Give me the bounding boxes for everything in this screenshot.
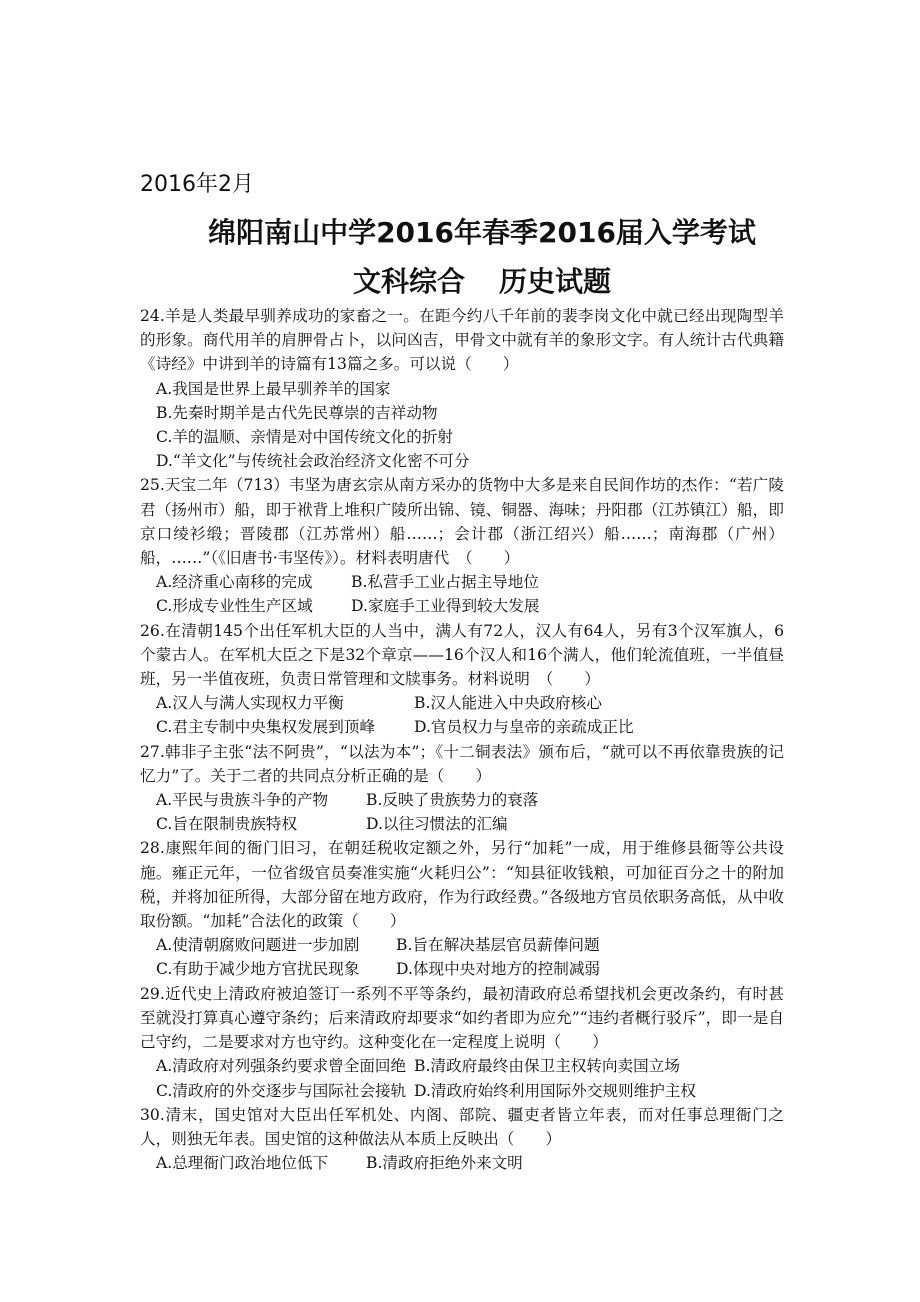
question-25 xyxy=(140,473,784,618)
option-row xyxy=(140,570,784,594)
option-row xyxy=(140,788,784,812)
question-24 xyxy=(140,304,784,473)
option-a: A.我国是世界上最早驯养羊的国家 xyxy=(156,379,391,398)
question-stem: 26.在清朝145个出任军机大臣的人当中，满人有72人，汉人有64人，另有3个汉军旗人，6个蒙古人。在军机大臣之下是32个章京——16个汉人和16个满人，他们轮流值班，一半值昼班，另一半值夜班，负责日常管理和文牍事务。材料说明 （ ） xyxy=(140,621,784,689)
option-b: B.汉人能进入中央政府核心 xyxy=(414,694,602,713)
option-row xyxy=(140,1054,784,1078)
option-c: C.有助于减少地方官扰民现象 xyxy=(156,960,360,979)
subject-name: 文科综合 xyxy=(352,265,465,298)
option-a: A.清政府对列强条约要求曾全面回绝 xyxy=(156,1057,407,1076)
option-row xyxy=(140,812,784,836)
option-row xyxy=(140,1151,784,1175)
option-a: A.汉人与满人实现权力平衡 xyxy=(156,694,344,713)
question-stem: 27.韩非子主张“法不阿贵”，“以法为本”；《十二铜表法》颁布后，“就可以不再依靠贵族的记忆力”了。关于二者的共同点分析正确的是（ ） xyxy=(140,742,784,785)
option-a: A.使清朝腐败问题进一步加剧 xyxy=(156,936,360,955)
option-b: B.清政府最终由保卫主权转向卖国立场 xyxy=(414,1057,680,1076)
option-a: A.平民与贵族斗争的产物 xyxy=(156,791,329,810)
question-stem: 29.近代史上清政府被迫签订一系列不平等条约，最初清政府总希望找机会更改条约，有时甚至就没打算真心遵守条约；后来清政府却要求“如约者即为应允”“违约者概行驳斥”，即一是自己守约，二是要求对方也守约。这种变化在一定程度上说明（ ） xyxy=(140,984,784,1052)
option-d: D.家庭手工业得到较大发展 xyxy=(351,597,540,616)
option-c: C.清政府的外交逐步与国际社会接轨 xyxy=(156,1081,407,1100)
option-row xyxy=(140,957,784,981)
option-c: C.君主专制中央集权发展到顶峰 xyxy=(156,718,376,737)
option-d: D.以往习惯法的汇编 xyxy=(366,815,508,834)
option-b: B.旨在解决基层官员薪俸问题 xyxy=(396,936,600,955)
question-stem: 24.羊是人类最早驯养成功的家畜之一。在距今约八千年前的裴李岗文化中就已经出现陶型羊的形象。商代用羊的肩胛骨占卜，以问凶吉，甲骨文中就有羊的象形文字。有人统计古代典籍《诗经》中讲到羊的诗篇有13篇之多。可以说（ ） xyxy=(140,307,784,374)
option-d: D.清政府始终利用国际外交规则维护主权 xyxy=(414,1081,696,1100)
option-b: B.清政府拒绝外来文明 xyxy=(366,1154,523,1173)
option-a: A.总理衙门政治地位低下 xyxy=(156,1154,329,1173)
option-c: C.羊的温顺、亲情是对中国传统文化的折射 xyxy=(156,428,454,447)
question-list xyxy=(140,304,784,1175)
question-stem: 28.康熙年间的衙门旧习，在朝廷税收定额之外，另行“加耗”一成，用于维修县衙等公共设施。雍正元年，一位省级官员奏准实施“火耗归公”：“知县征收钱粮，可加征百分之十的附加税，并将加征所得，大部分留在地方政府，作为行政经费。”各级地方官员依职务高低，从中收取份额。“加耗”合法化的政策（ ） xyxy=(140,839,784,931)
option-d: D.官员权力与皇帝的亲疏成正比 xyxy=(414,718,634,737)
exam-date: 2016年2月 xyxy=(140,172,254,197)
option-b: B.先秦时期羊是古代先民尊崇的吉祥动物 xyxy=(156,403,438,422)
option-a: A.经济重心南移的完成 xyxy=(156,573,313,592)
question-28 xyxy=(140,836,784,981)
option-b: B.私营手工业占据主导地位 xyxy=(351,573,539,592)
option-row xyxy=(140,691,784,715)
option-row xyxy=(140,594,784,618)
question-stem: 30.清末，国史馆对大臣出任军机处、内阁、部院、疆吏者皆立年表，而对任事总理衙门之人，则独无年表。国史馆的这种做法从本质上反映出（ ） xyxy=(140,1105,784,1148)
option-row xyxy=(140,1079,784,1103)
option-c: C.形成专业性生产区域 xyxy=(156,597,313,616)
option-row xyxy=(140,715,784,739)
question-29 xyxy=(140,982,784,1103)
question-30 xyxy=(140,1103,784,1176)
option-row xyxy=(140,933,784,957)
option-c: C.旨在限制贵族特权 xyxy=(156,815,298,834)
option-d: D.“羊文化”与传统社会政治经济文化密不可分 xyxy=(156,452,470,471)
question-stem: 25.天宝二年（713）韦坚为唐玄宗从南方采办的货物中大多是来自民间作坊的杰作：“若广陵君（扬州市）船，即于袱背上堆积广陵所出锦、镜、铜器、海味；丹阳郡（江苏镇江）船，即京口绫衫缎；晋陵郡（江苏常州）船……；会计郡（浙江绍兴）船……；南海郡（广州）船，……”（《旧唐书·韦坚传》）。材料表明唐代 （ ） xyxy=(140,476,784,568)
option-d: D.体现中央对地方的控制减弱 xyxy=(396,960,601,979)
paper-name: 历史试题 xyxy=(499,265,612,298)
question-26 xyxy=(140,619,784,740)
question-27 xyxy=(140,740,784,837)
exam-subtitle xyxy=(22,262,920,302)
exam-title: 绵阳南山中学2016年春季2016届入学考试 xyxy=(208,216,756,249)
option-b: B.反映了贵族势力的衰落 xyxy=(366,791,539,810)
